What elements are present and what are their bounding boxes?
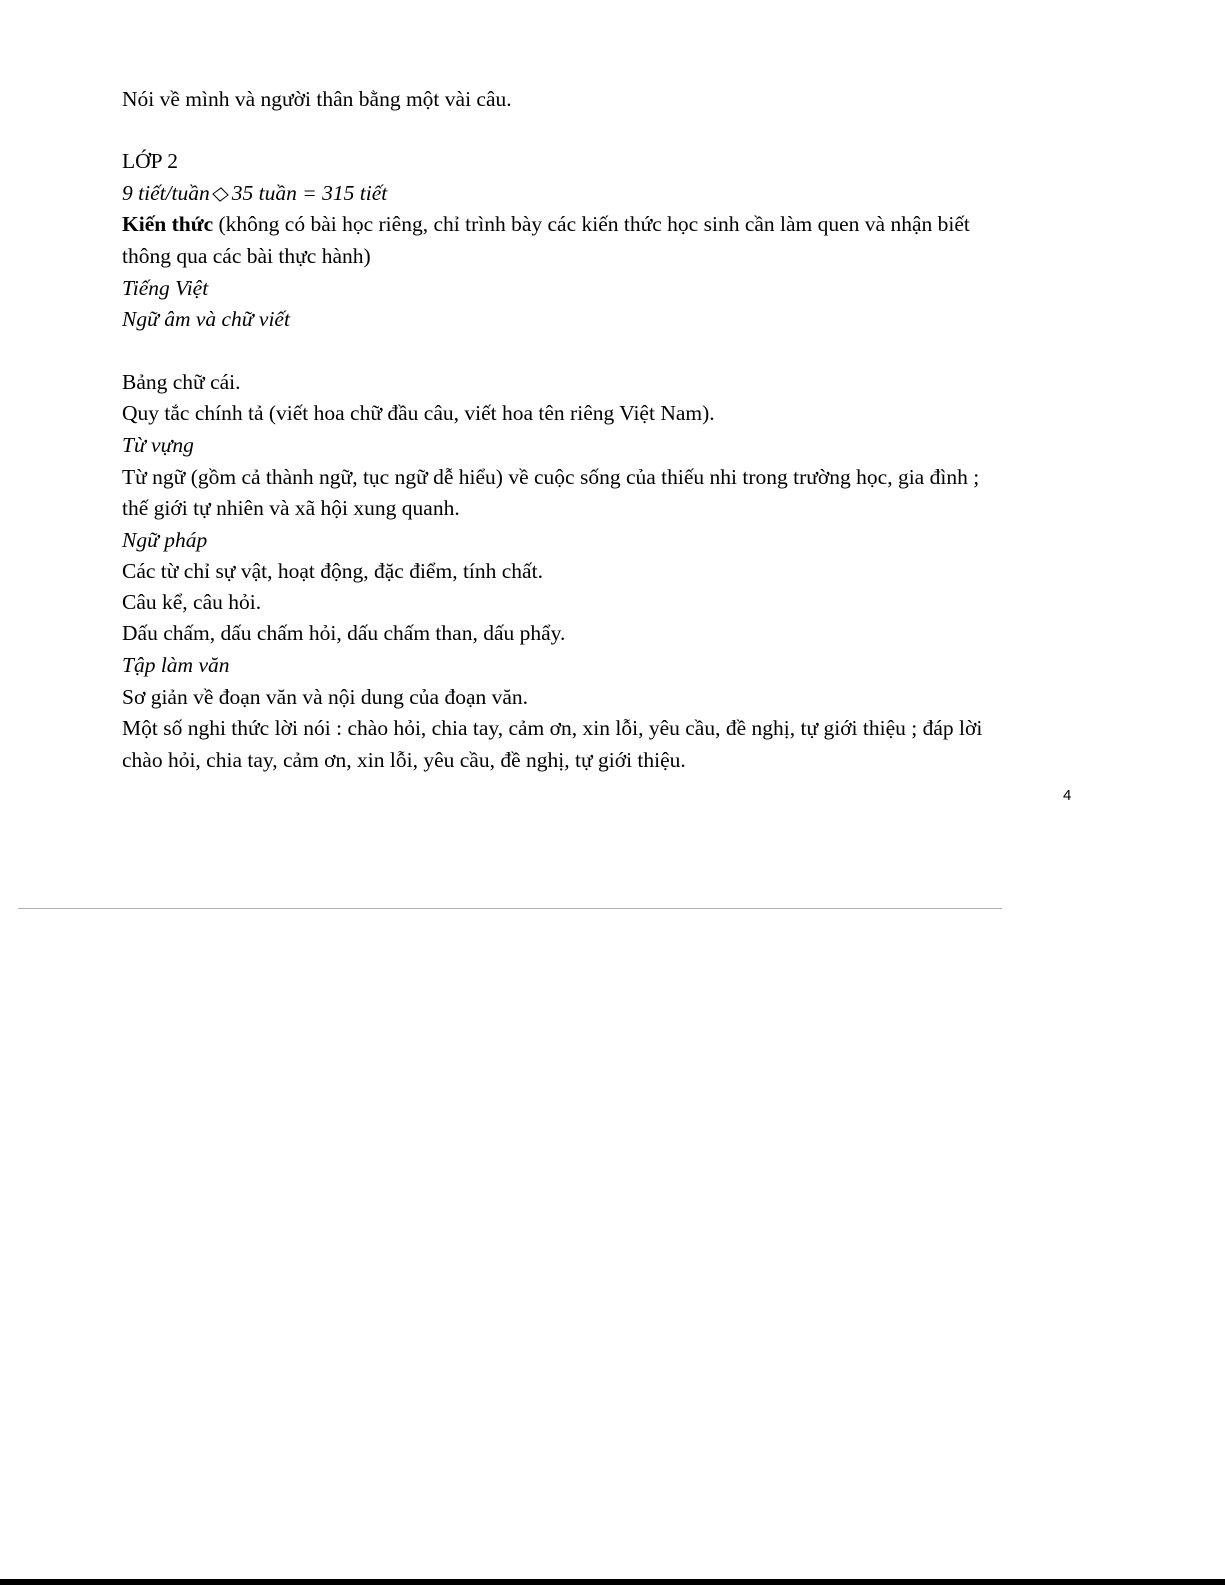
subsection-heading: Tập làm văn	[122, 653, 230, 677]
schedule-total: 35 tuần = 315 tiết	[231, 181, 388, 205]
subsection-heading: Ngữ âm và chữ viết	[122, 307, 290, 331]
schedule-line	[122, 180, 387, 206]
page-separator	[18, 908, 1002, 909]
body-text-line: Bảng chữ cái.	[122, 370, 241, 394]
knowledge-intro-line	[122, 211, 970, 237]
body-text-line: Một số nghi thức lời nói : chào hỏi, chia tay, cảm ơn, xin lỗi, yêu cầu, đề nghị, tự giới thiệu ; đáp lời	[122, 716, 983, 740]
body-text-line: Sơ giản về đoạn văn và nội dung của đoạn văn.	[122, 685, 529, 709]
subsection-heading: Từ vựng	[122, 433, 194, 457]
bottom-border	[0, 1579, 1225, 1585]
subsection-heading: Ngữ pháp	[122, 528, 208, 552]
knowledge-heading: Kiến thức	[122, 212, 214, 236]
body-text-line: thông qua các bài thực hành)	[122, 244, 371, 268]
body-text-line: Câu kể, câu hỏi.	[122, 590, 262, 614]
subject-heading: Tiếng Việt	[122, 276, 209, 300]
body-text-line: Nói về mình và người thân bằng một vài câu.	[122, 87, 512, 111]
body-text-line: chào hỏi, chia tay, cảm ơn, xin lỗi, yêu cầu, đề nghị, tự giới thiệu.	[122, 748, 686, 772]
body-text-line: Quy tắc chính tả (viết hoa chữ đầu câu, viết hoa tên riêng Việt Nam).	[122, 401, 715, 425]
body-text-line: Từ ngữ (gồm cả thành ngữ, tục ngữ dễ hiểu) về cuộc sống của thiếu nhi trong trường học, gia đình ;	[122, 465, 980, 489]
schedule-lessons-per-week: 9 tiết/tuần	[122, 181, 210, 205]
page-number: 4	[1063, 787, 1072, 804]
diamond-symbol-icon	[212, 187, 229, 201]
knowledge-description: (không có bài học riêng, chỉ trình bày các kiến thức học sinh cần làm quen và nhận biết	[213, 212, 970, 236]
body-text-line: Các từ chỉ sự vật, hoạt động, đặc điểm, tính chất.	[122, 559, 543, 583]
body-text-line: thế giới tự nhiên và xã hội xung quanh.	[122, 496, 460, 520]
body-text-line: Dấu chấm, dấu chấm hỏi, dấu chấm than, dấu phẩy.	[122, 621, 566, 645]
section-heading: LỚP 2	[122, 149, 178, 173]
